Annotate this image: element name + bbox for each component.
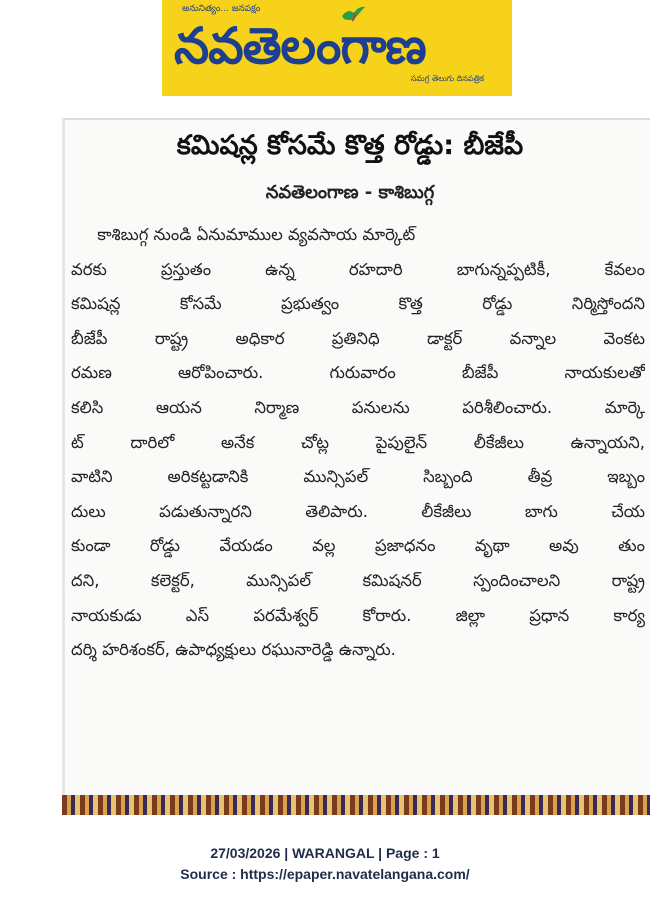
article-line: కుండా రోడ్డు వేయడం వల్ల ప్రజాధనం వృథా అవు తుం: [71, 536, 645, 556]
footer-source-link[interactable]: Source : https://epaper.navatelangana.com/: [180, 866, 470, 882]
article-line: వరకు ప్రస్తుతం ఉన్న రహదారి బాగున్నప్పటికీ, కేవలం: [71, 259, 645, 279]
news-clipping: [62, 118, 650, 798]
masthead-logo: [162, 0, 512, 96]
article-headline: కమిషన్ల కోసమే కొత్త రోడ్డు: బీజేపీ: [176, 130, 524, 161]
article-line: దర్శి హరిశంకర్, ఉపాధ్యక్షులు రఘునారెడ్డి ఉన్నారు.: [71, 640, 396, 660]
article-line: కమిషన్ల కోసమే ప్రభుత్వం కొత్త రోడ్డు నిర్మిస్తోందని: [71, 294, 645, 314]
article-dateline: నవతెలంగాణ - కాశిబుగ్గ: [265, 182, 435, 203]
masthead-brand: నవతెలంగాణ: [174, 17, 426, 75]
article-line: దులు పడుతున్నారని తెలిపారు. లీకేజీలు బాగు చేయ: [71, 501, 645, 521]
article-line: వాటిని అరికట్టడానికి మున్సిపల్ సిబ్బంది తీవ్ర ఇబ్బం: [71, 467, 645, 487]
footer-edition-info: 27/03/2026 | WARANGAL | Page : 1: [210, 845, 440, 861]
article-body: [71, 218, 645, 668]
article-line: నాయకుడు ఎస్ పరమేశ్వర్ కోరారు. జిల్లా ప్రధాన కార్య: [71, 605, 645, 625]
article-line: కలిసి ఆయన నిర్మాణ పనులను పరిశీలించారు. మార్కె: [71, 397, 645, 417]
article-line: రమణ ఆరోపించారు. గురువారం బీజేపీ నాయకులతో: [71, 363, 645, 383]
article-line: కాశిబుగ్గ నుండి ఏనుమాముల వ్యవసాయ మార్కెట్: [71, 225, 416, 244]
decorative-border: [62, 795, 650, 815]
article-line: బీజేపీ రాష్ట్ర అధికార ప్రతినిధి డాక్టర్ వన్నాల వెంకట: [71, 328, 645, 348]
article-line: ట్ దారిలో అనేక చోట్ల పైపులైన్ లీకేజీలు ఉన్నాయని,: [71, 432, 645, 452]
masthead-subtag: సమగ్ర తెలుగు దినపత్రిక: [410, 74, 484, 83]
article-line: దని, కలెక్టర్, మున్సిపల్ కమిషనర్ స్పందించాలని రాష్ట్ర: [71, 570, 645, 590]
masthead-tagline: అనునిత్యం... జనపక్షం: [182, 4, 261, 14]
